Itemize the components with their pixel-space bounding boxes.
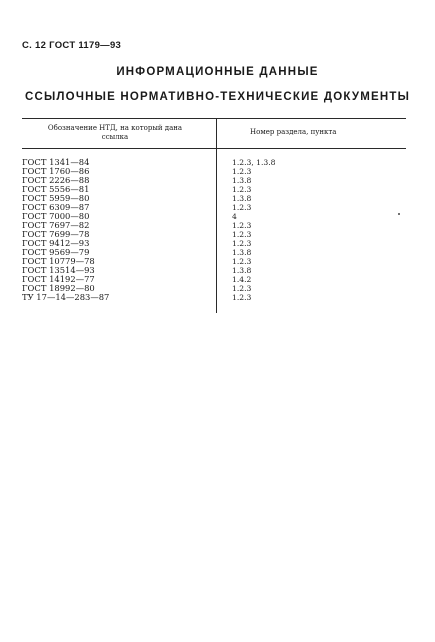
table-row-document: ГОСТ 10779—78 [22,256,95,266]
page-header: С. 12 ГОСТ 1179—93 [22,40,122,51]
table-row-document: ГОСТ 9412—93 [22,238,90,248]
table-row-section: 1.2.3 [232,257,252,266]
table-row-document: ГОСТ 9569—79 [22,247,90,257]
table-row-document: ГОСТ 1341—84 [22,157,90,167]
page-mark [398,213,400,215]
column-header-section: Номер раздела, пункта [250,128,337,136]
table-row-document: ГОСТ 6309—87 [22,202,90,212]
table-row-document: ГОСТ 18992—80 [22,283,95,293]
table-row-section: 1.2.3 [232,239,252,248]
table-row-document: ТУ 17—14—283—87 [22,292,110,302]
table-row-section: 1.2.3 [232,221,252,230]
table-row-document: ГОСТ 1760—86 [22,166,90,176]
section-column [232,158,275,302]
section-subtitle: ССЫЛОЧНЫЕ НОРМАТИВНО-ТЕХНИЧЕСКИЕ ДОКУМЕНТЫ [24,91,411,103]
table-row-document: ГОСТ 7697—82 [22,220,90,230]
table-row-document: ГОСТ 7699—78 [22,229,90,239]
table-row-section: 1.2.3 [232,293,252,302]
table-row-section: 1.2.3 [232,167,252,176]
table-header-rule [22,148,406,149]
table-row-document: ГОСТ 5556—81 [22,184,90,194]
table-row-document: ГОСТ 2226—88 [22,175,90,185]
table-row-document: ГОСТ 7000—80 [22,211,90,221]
table-row-document: ГОСТ 13514—93 [22,265,95,275]
document-column [22,158,109,302]
column-header-document: Обозначение НТД, на который дана ссылка [47,124,183,141]
section-title: ИНФОРМАЦИОННЫЕ ДАННЫЕ [116,66,319,78]
table-row-section: 1.3.8 [232,176,252,185]
table-row-section: 1.4.2 [232,275,252,284]
table-row-section: 1.3.8 [232,248,252,257]
table-top-rule [22,118,406,119]
table-row-section: 1.2.3 [232,185,252,194]
table-row-section: 1.2.3 [232,203,252,212]
table-row-document: ГОСТ 5959—80 [22,193,90,203]
table-row-section: 1.3.8 [232,194,252,203]
table-row-section: 1.2.3 [232,230,252,239]
table-row-section: 1.2.3, 1.3.8 [232,158,276,167]
table-row-section: 4 [232,212,237,221]
table-column-divider [216,118,217,313]
table-row-section: 1.3.8 [232,266,252,275]
table-row-section: 1.2.3 [232,284,252,293]
table-row-document: ГОСТ 14192—77 [22,274,95,284]
